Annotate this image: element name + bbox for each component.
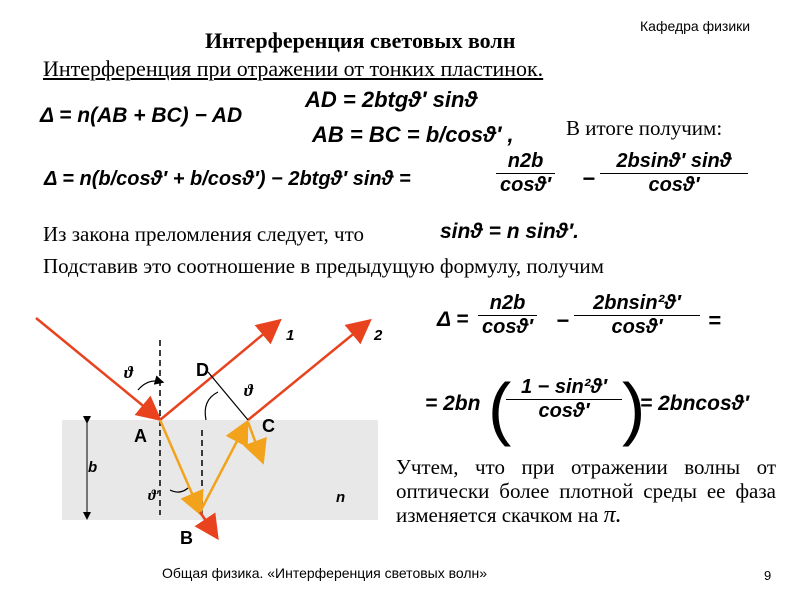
theta-label: ϑ [124, 363, 133, 382]
right-paren: ) [622, 369, 646, 447]
theta-label-2: ϑ [244, 381, 253, 400]
final-result: = 2bncosϑ′ [640, 392, 750, 415]
point-B-label: B [180, 528, 193, 548]
fraction-2 [600, 150, 748, 197]
fraction-4 [574, 292, 700, 339]
phase-note [396, 455, 776, 527]
substitute-text: Подставив это соотношение в предыдущую формулу, получим [43, 254, 604, 278]
minus-sign: − [582, 166, 595, 191]
minus-sign-2: − [556, 308, 569, 333]
pi-symbol: π. [603, 502, 622, 528]
snell-formula: sinϑ = n sinϑ′. [440, 220, 579, 243]
fraction-3-denominator: cosϑ′ [478, 315, 537, 339]
fraction-3-numerator: n2b [489, 292, 526, 314]
fraction-1 [496, 150, 555, 197]
angle-arc-theta [138, 381, 162, 390]
ad-formula: AD = 2btgϑ′ sinϑ [305, 87, 478, 112]
department-label: Кафедра физики [640, 18, 751, 34]
fraction-2-denominator: cosϑ′ [600, 173, 748, 197]
page-subtitle: Интерференция при отражении от тонких пластинок. [43, 56, 544, 81]
fraction-1-denominator: cosϑ′ [496, 173, 555, 197]
point-D-label: D [196, 360, 209, 380]
footer-course: Общая физика. «Интерференция световых волн» [162, 565, 488, 581]
segment-DC [208, 372, 248, 420]
ray-1-label: 1 [286, 327, 295, 344]
fraction-1-numerator: n2b [507, 150, 544, 172]
refractive-index-label: n [336, 489, 346, 506]
point-A-label: A [134, 426, 147, 446]
angle-arc-theta-2 [205, 392, 218, 420]
reflected-ray-2 [248, 322, 368, 420]
delta-symbol-2: Δ = [437, 308, 469, 331]
fraction-4-denominator: cosϑ′ [574, 315, 700, 339]
fraction-4-numerator: 2bnsin²ϑ′ [593, 292, 681, 314]
result-intro-text: В итоге получим: [566, 116, 723, 140]
fraction-3 [478, 292, 537, 339]
left-paren: ( [488, 369, 512, 447]
fraction-2-numerator: 2bsinϑ′ sinϑ [616, 150, 732, 172]
page-title: Интерференция световых волн [205, 28, 516, 53]
fraction-5 [506, 376, 622, 423]
fraction-5-numerator: 1 − sin²ϑ′ [520, 376, 608, 398]
delta-full-formula: Δ = n(b/cosϑ′ + b/cosϑ′) − 2btgϑ′ sinϑ = [44, 168, 411, 190]
ab-bc-formula: AB = BC = b/cosϑ′ , [312, 122, 514, 147]
ray-2-label: 2 [374, 327, 383, 344]
reflected-ray-1 [160, 322, 278, 420]
equals-sign: = [708, 308, 721, 333]
delta-definition: Δ = n(AB + BC) − AD [40, 104, 243, 127]
factor-2bn: = 2bn [425, 392, 481, 415]
incident-ray [36, 318, 158, 418]
phase-note-text: Учтем, что при отражении волны от оптически более плотной среды ее фаза изменяется скачком на [396, 455, 776, 527]
snell-text: Из закона преломления следует, что [43, 222, 365, 246]
thin-plate [62, 420, 378, 520]
page-number: 9 [764, 568, 772, 583]
reflection-diagram [30, 300, 390, 560]
thickness-label: b [88, 459, 98, 476]
point-C-label: C [262, 416, 275, 436]
theta-prime-label: ϑ′ [148, 488, 161, 504]
fraction-5-denominator: cosϑ′ [506, 399, 622, 423]
